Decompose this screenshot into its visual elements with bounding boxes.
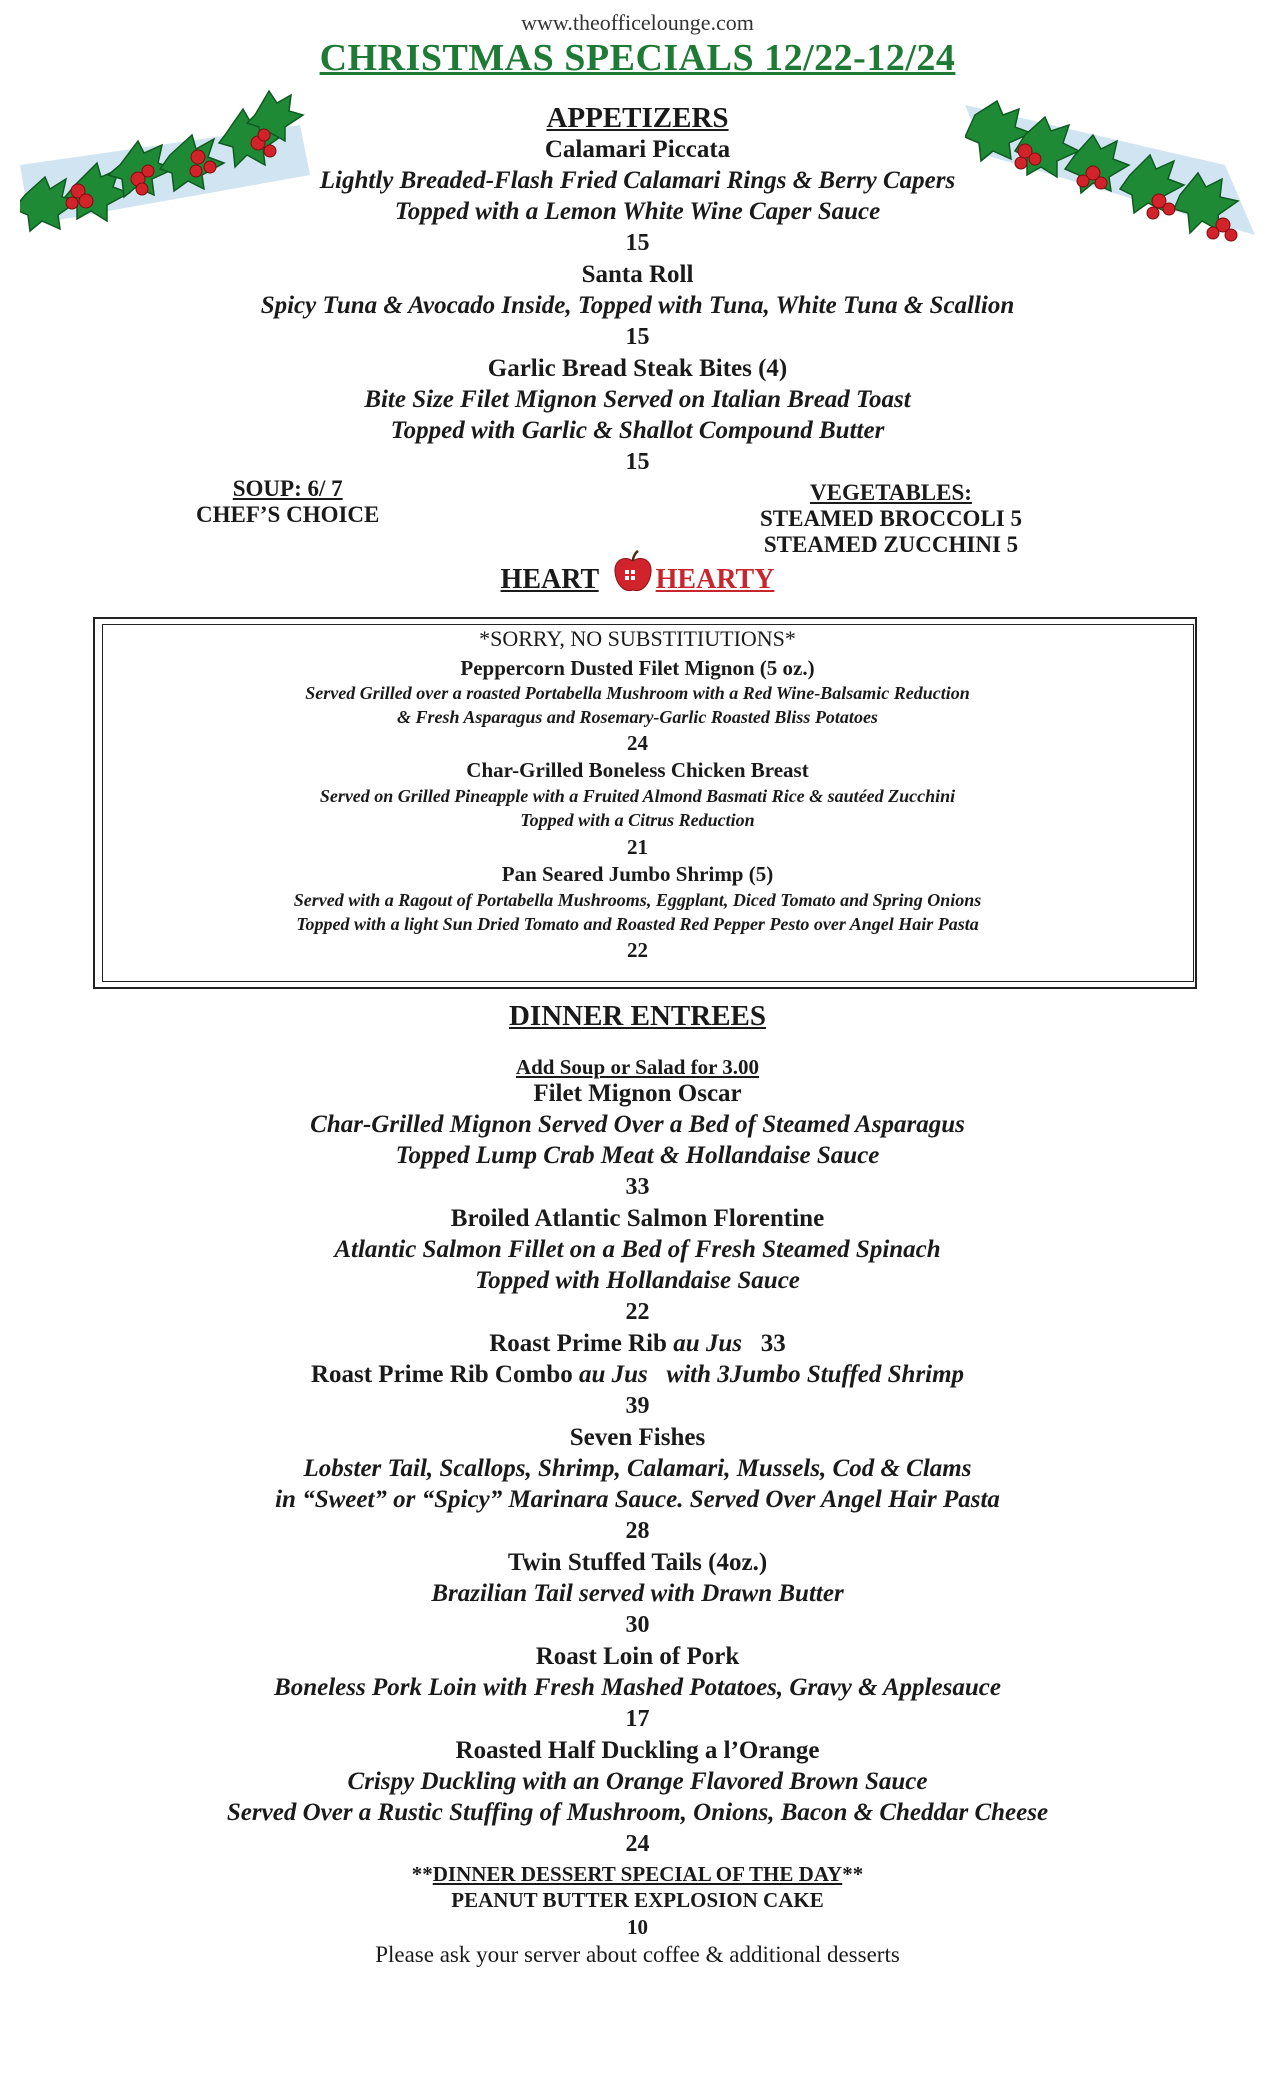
prime-rib-line [0,1330,1275,1358]
appetizers-heading: APPETIZERS [546,102,729,134]
prime-combo-with: with 3Jumbo Stuffed Shrimp [666,1361,965,1388]
dessert-note: Please ask your server about coffee & additional desserts [375,1942,900,1967]
twin-tails-name: Twin Stuffed Tails (4oz.) [507,1549,768,1576]
dessert-price: 10 [627,1915,648,1939]
calamari-desc-1: Lightly Breaded-Flash Fried Calamari Rings & Berry Capers [319,167,956,194]
chicken-hh-desc-1: Served on Grilled Pineapple with a Fruited Almond Basmati Rice & sautéed Zucchini [319,786,956,806]
salmon-price: 22 [625,1299,650,1325]
filet-oscar-desc-2: Topped Lump Crab Meat & Hollandaise Sauce [395,1142,880,1169]
steak-bites-price: 15 [625,449,650,475]
seven-fishes-desc-1: Lobster Tail, Scallops, Shrimp, Calamari, Mussels, Cod & Clams [303,1455,972,1482]
steak-bites-name: Garlic Bread Steak Bites (4) [487,355,788,382]
duck-desc-2: Served Over a Rustic Stuffing of Mushroom, Onions, Bacon & Cheddar Cheese [226,1799,1049,1826]
calamari-name: Calamari Piccata [544,136,731,163]
prime-combo-line [0,1361,1275,1389]
website-url[interactable]: www.theofficelounge.com [521,10,754,35]
filet-oscar-price: 33 [625,1174,650,1200]
filet-hh-desc-1: Served Grilled over a roasted Portabella Mushroom with a Red Wine-Balsamic Reduction [305,683,970,703]
salmon-name: Broiled Atlantic Salmon Florentine [450,1205,825,1232]
dinner-heading: DINNER ENTREES [508,1000,767,1032]
filet-oscar-name: Filet Mignon Oscar [533,1080,742,1107]
soup-block [196,476,379,528]
santa-roll-price: 15 [625,324,650,350]
filet-hh-name: Peppercorn Dusted Filet Mignon (5 oz.) [460,656,815,680]
santa-roll-name: Santa Roll [581,261,694,288]
calamari-desc-2: Topped with a Lemon White Wine Caper Sauce [394,198,881,225]
apple-icon [612,550,654,594]
shrimp-hh-price: 22 [627,938,648,962]
steak-bites-desc-1: Bite Size Filet Mignon Served on Italian Bread Toast [364,386,911,413]
dessert-stars-left: ** [411,1862,433,1886]
seven-fishes-desc-2: in “Sweet” or “Spicy” Marinara Sauce. Served Over Angel Hair Pasta [275,1486,1000,1513]
heart-label: HEART [500,564,599,595]
filet-hh-desc-2: & Fresh Asparagus and Rosemary-Garlic Roasted Bliss Potatoes [397,707,878,727]
soup-heading: SOUP: 6/ 7 [232,476,343,501]
addon-note: Add Soup or Salad for 3.00 [515,1055,760,1079]
prime-combo-name: Roast Prime Rib Combo [310,1361,573,1388]
filet-hh-price: 24 [627,731,648,755]
prime-rib-aujus: au Jus [673,1330,743,1357]
pork-desc: Boneless Pork Loin with Fresh Mashed Potatoes, Gravy & Applesauce [274,1674,1001,1701]
no-substitutions-notice: *SORRY, NO SUBSTITIUTIONS* [479,626,796,651]
dessert-stars-right: ** [842,1862,864,1886]
prime-combo-aujus: au Jus [578,1361,648,1388]
vegetables-block [760,480,1022,558]
chicken-hh-name: Char-Grilled Boneless Chicken Breast [466,758,809,782]
prime-rib-name: Roast Prime Rib [489,1330,667,1357]
vegetable-item: STEAMED BROCCOLI 5 [760,506,1022,531]
dessert-heading: DINNER DESSERT SPECIAL OF THE DAY [432,1862,843,1886]
page-title: CHRISTMAS SPECIALS 12/22-12/24 [319,37,956,79]
santa-roll-desc: Spicy Tuna & Avocado Inside, Topped with Tuna, White Tuna & Scallion [260,292,1015,319]
dessert-heading-line [0,1862,1275,1887]
salmon-desc-2: Topped with Hollandaise Sauce [475,1267,800,1294]
calamari-price: 15 [625,230,650,256]
salmon-desc-1: Atlantic Salmon Fillet on a Bed of Fresh Steamed Spinach [334,1236,941,1263]
duck-desc-1: Crispy Duckling with an Orange Flavored Brown Sauce [347,1768,928,1795]
prime-rib-price: 33 [760,1330,786,1357]
duck-price: 24 [625,1831,650,1857]
pork-price: 17 [625,1706,650,1732]
seven-fishes-price: 28 [625,1518,650,1544]
dessert-name: PEANUT BUTTER EXPLOSION CAKE [451,1888,824,1912]
twin-tails-desc: Brazilian Tail served with Drawn Butter [431,1580,844,1607]
steak-bites-desc-2: Topped with Garlic & Shallot Compound Butter [390,417,885,444]
duck-name: Roasted Half Duckling a l’Orange [455,1737,820,1764]
pork-name: Roast Loin of Pork [535,1643,740,1670]
shrimp-hh-name: Pan Seared Jumbo Shrimp (5) [501,862,774,886]
soup-text: CHEF’S CHOICE [196,502,380,527]
vegetable-item: STEAMED ZUCCHINI 5 [763,532,1019,557]
heart-hearty-heading [0,550,1275,596]
chicken-hh-price: 21 [627,835,648,859]
vegetables-heading: VEGETABLES: [810,480,972,505]
filet-oscar-desc-1: Char-Grilled Mignon Served Over a Bed of Steamed Asparagus [310,1111,965,1138]
shrimp-hh-desc-2: Topped with a light Sun Dried Tomato and Roasted Red Pepper Pesto over Angel Hair Pasta [296,914,979,934]
seven-fishes-name: Seven Fishes [569,1424,706,1451]
hearty-label: HEARTY [655,564,775,595]
twin-tails-price: 30 [625,1612,650,1638]
shrimp-hh-desc-1: Served with a Ragout of Portabella Mushrooms, Eggplant, Diced Tomato and Spring Onions [293,890,982,910]
chicken-hh-desc-2: Topped with a Citrus Reduction [520,810,755,830]
prime-combo-price: 39 [625,1393,650,1419]
